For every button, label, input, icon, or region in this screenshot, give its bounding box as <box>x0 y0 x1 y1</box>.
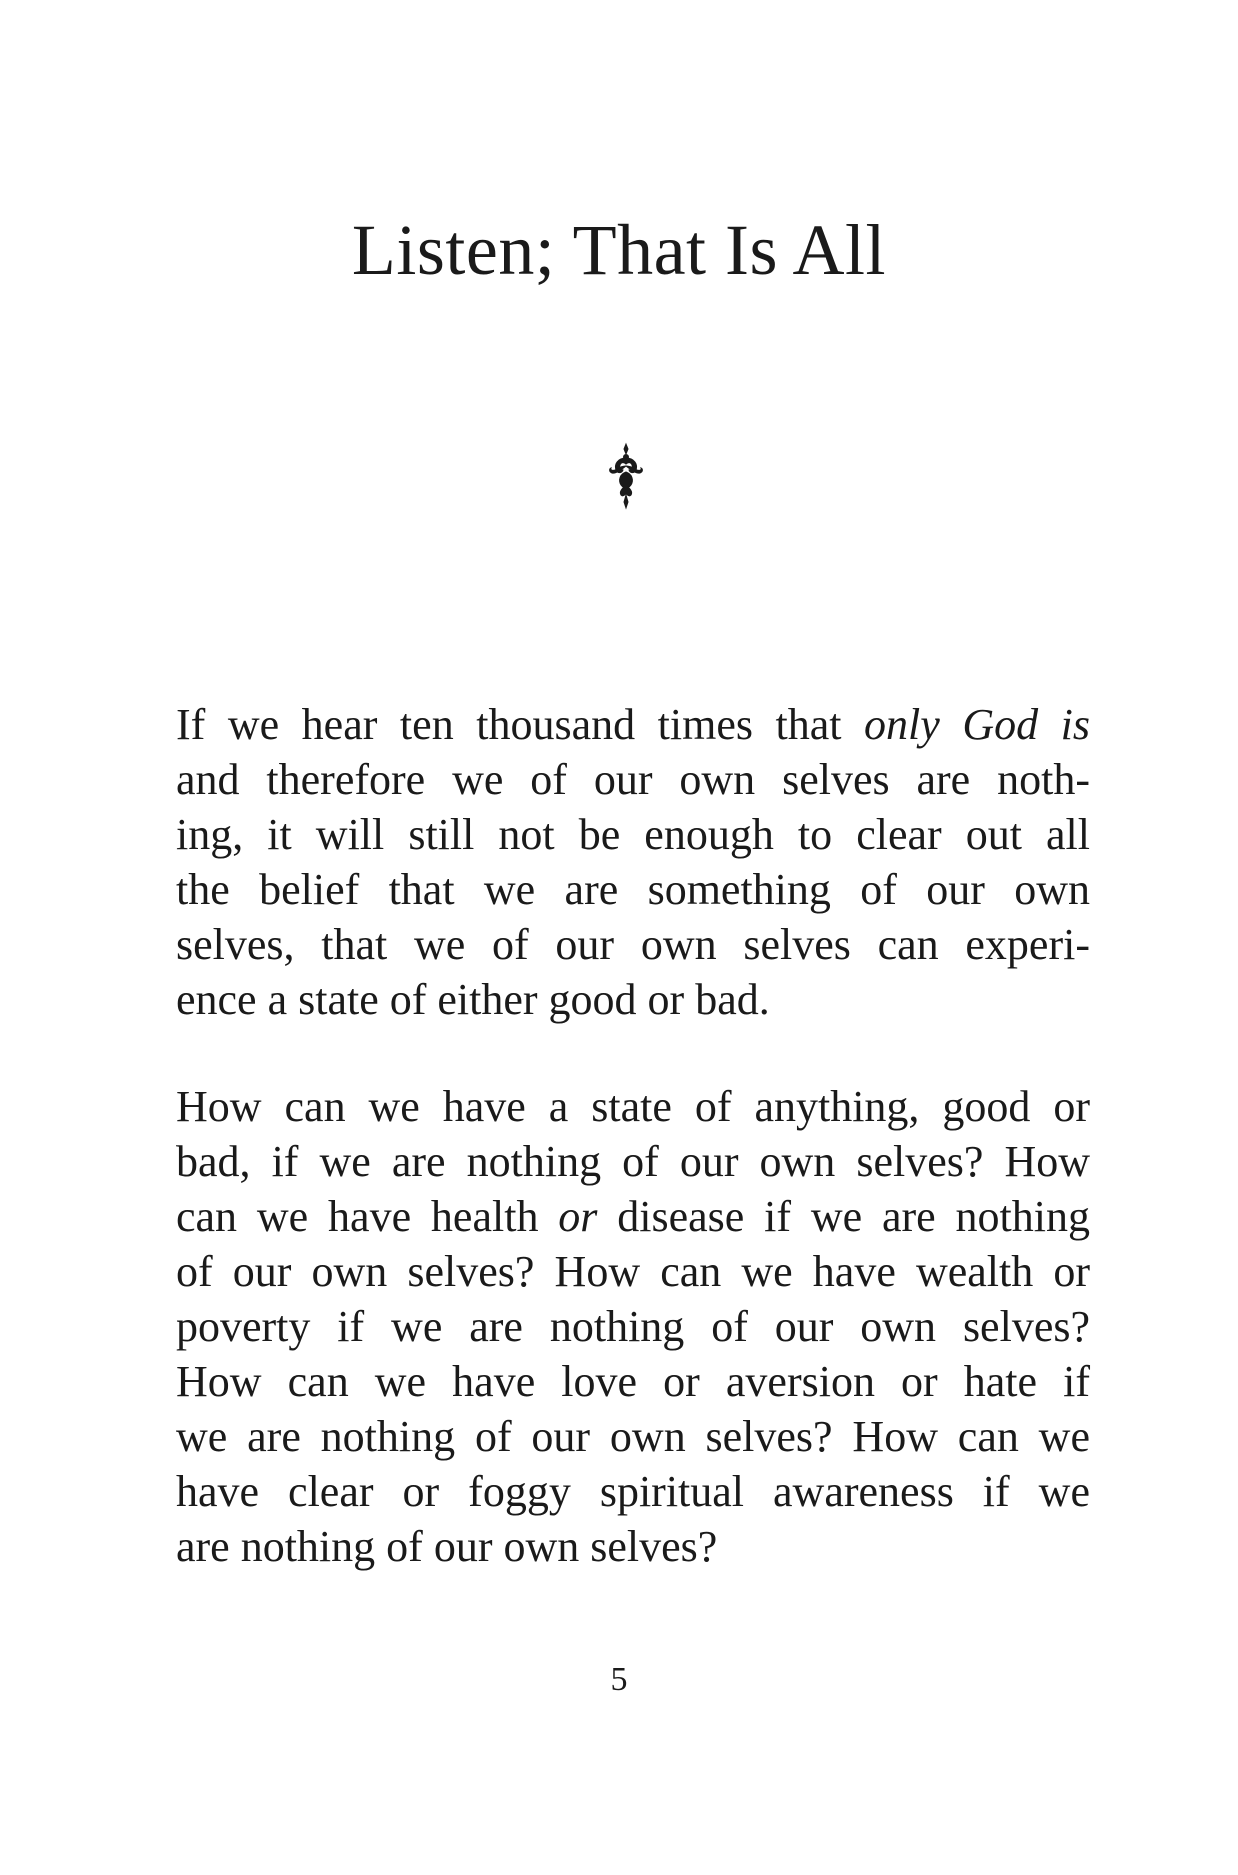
text-line <box>176 1244 1090 1299</box>
text-segment: How can we have a state of anything, good or <box>176 1082 1090 1131</box>
text-line <box>176 1354 1090 1409</box>
italic-text: only God is <box>864 700 1090 749</box>
text-line <box>176 1519 1090 1574</box>
text-segment: If we hear ten thousand times that <box>176 700 865 749</box>
text-segment: can we have health <box>176 1192 559 1241</box>
text-line <box>176 1189 1090 1244</box>
italic-text: or <box>558 1192 598 1241</box>
text-segment: bad, if we are nothing of our own selves? How <box>176 1137 1090 1186</box>
text-segment: we are nothing of our own selves? How can we <box>176 1412 1090 1461</box>
text-segment: have clear or foggy spiritual awareness if we <box>176 1467 1090 1516</box>
chapter-title: Listen; That Is All <box>351 210 887 290</box>
text-segment: ence a state of either good or bad. <box>176 975 770 1024</box>
text-line <box>176 1409 1090 1464</box>
text-line <box>176 862 1090 917</box>
text-line <box>176 1464 1090 1519</box>
paragraph-2 <box>176 1079 1090 1574</box>
text-segment: disease if we are nothing <box>597 1192 1090 1241</box>
text-segment: and therefore we of our own selves are noth- <box>176 755 1090 804</box>
text-line <box>176 1079 1090 1134</box>
text-segment: selves, that we of our own selves can experi- <box>176 920 1090 969</box>
text-segment: poverty if we are nothing of our own selves? <box>176 1302 1090 1351</box>
text-line <box>176 1134 1090 1189</box>
text-line <box>176 1299 1090 1354</box>
text-segment: are nothing of our own selves? <box>176 1522 718 1571</box>
text-line <box>176 697 1090 752</box>
text-segment: the belief that we are something of our own <box>176 865 1090 914</box>
text-line <box>176 752 1090 807</box>
text-segment: of our own selves? How can we have wealth or <box>176 1247 1090 1296</box>
text-line <box>176 972 1090 1027</box>
text-line <box>176 807 1090 862</box>
text-segment: ing, it will still not be enough to clear out all <box>176 810 1090 859</box>
fleuron-ornament-icon <box>606 440 646 510</box>
paragraph-1 <box>176 697 1090 1027</box>
text-line <box>176 917 1090 972</box>
text-segment: How can we have love or aversion or hate if <box>176 1357 1090 1406</box>
page-number: 5 <box>610 1661 628 1698</box>
